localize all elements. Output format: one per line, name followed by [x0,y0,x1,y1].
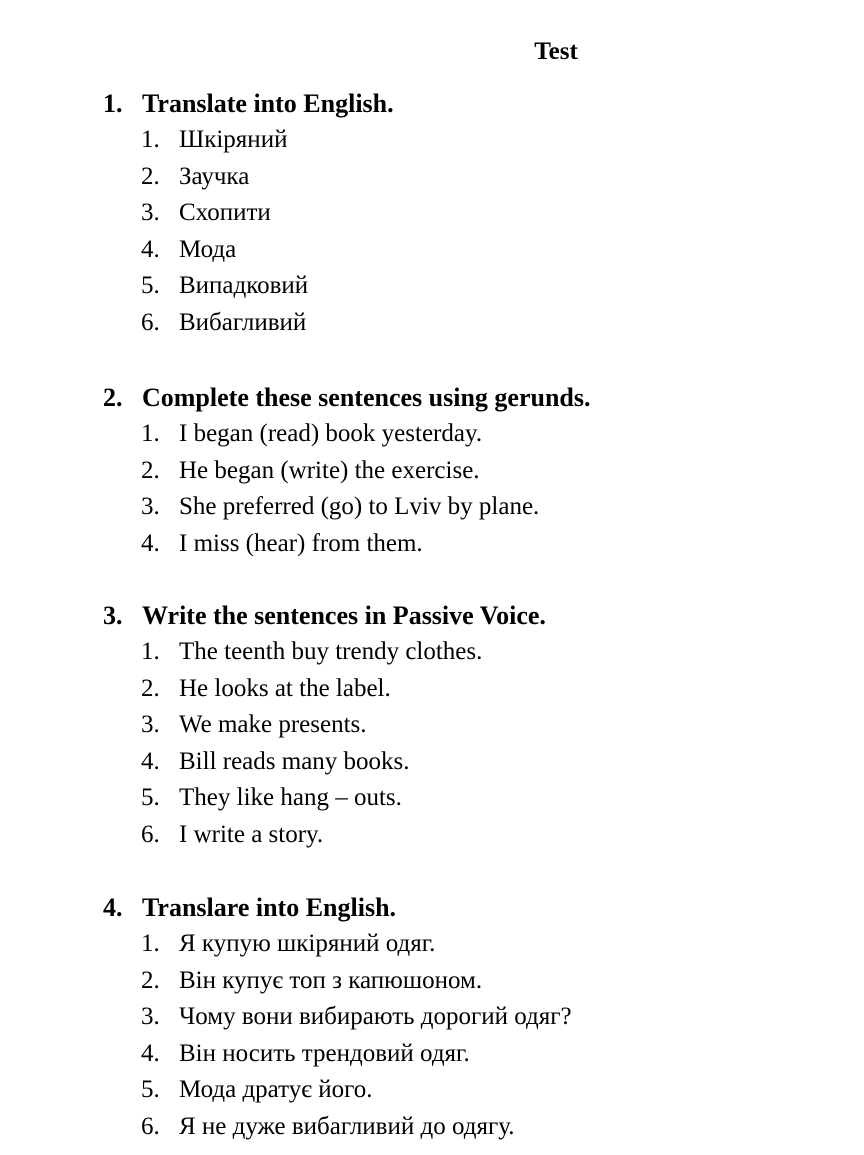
list-item [103,744,843,781]
item-number: 1. [141,126,160,153]
item-number: 2. [141,456,160,484]
item-text: The teenth buy trendy clothes. [179,638,483,665]
item-number: 5. [141,784,160,811]
section-number: 1. [103,89,123,118]
item-list [103,416,843,562]
list-item [103,526,843,563]
item-text: Він купує топ з капюшоном. [179,966,483,994]
item-text: She preferred (go) to Lviv by plane. [179,493,540,520]
item-text: Bill reads many books. [179,747,410,775]
item-number: 6. [141,1112,160,1140]
list-item [103,489,843,526]
list-item [103,671,843,708]
item-number: 2. [141,966,160,994]
section-gerunds [103,380,843,562]
item-number: 1. [141,420,160,447]
list-item [103,634,843,671]
list-item [103,963,843,1000]
list-item [103,1036,843,1073]
section-number: 3. [103,601,123,630]
section-number: 4. [103,893,123,922]
section-heading [103,890,843,926]
list-item [103,416,843,453]
item-number: 2. [141,674,160,702]
list-item [103,268,843,305]
section-translate-sentences [103,890,843,1145]
item-number: 3. [141,199,160,226]
item-text: Він носить трендовий одяг. [179,1039,470,1067]
item-list [103,926,843,1145]
item-text: Я не дуже вибагливий до одягу. [179,1112,515,1140]
section-heading-text: Translare into English. [142,893,397,922]
item-text: Шкіряний [179,126,288,153]
list-item [103,1072,843,1109]
list-item [103,926,843,963]
section-number: 2. [103,383,123,412]
list-item [103,999,843,1036]
item-text: Заучка [179,162,250,190]
list-item [103,232,843,269]
section-translate-words [103,86,843,341]
section-heading [103,86,843,122]
list-item [103,453,843,490]
list-item [103,780,843,817]
item-text: Я купую шкіряний одяг. [179,930,436,957]
item-text: Чому вони вибирають дорогий одяг? [179,1003,572,1030]
page-title: Test [534,38,578,65]
item-list [103,122,843,341]
list-item [103,122,843,159]
item-text: I began (read) book yesterday. [179,420,483,447]
item-number: 4. [141,235,160,263]
item-number: 2. [141,162,160,190]
item-text: Випадковий [179,272,309,299]
item-number: 4. [141,1039,160,1067]
item-text: Мода дратує його. [179,1076,373,1103]
item-list [103,634,843,853]
item-number: 4. [141,747,160,775]
item-number: 1. [141,930,160,957]
list-item [103,707,843,744]
item-text: I miss (hear) from them. [179,529,423,557]
item-number: 4. [141,529,160,557]
item-text: Вибагливий [179,308,307,336]
list-item [103,305,843,342]
section-passive-voice [103,598,843,853]
item-text: I write a story. [179,820,324,848]
item-text: We make presents. [179,711,367,738]
item-number: 6. [141,820,160,848]
item-number: 6. [141,308,160,336]
list-item [103,817,843,854]
item-text: Мода [179,235,237,263]
section-heading [103,598,843,634]
item-number: 5. [141,1076,160,1103]
section-heading-text: Write the sentences in Passive Voice. [142,601,546,630]
item-text: Схопити [179,199,271,226]
section-heading-text: Complete these sentences using gerunds. [142,383,591,412]
list-item [103,195,843,232]
item-number: 3. [141,493,160,520]
item-text: They like hang – outs. [179,784,402,811]
list-item [103,1109,843,1146]
item-number: 5. [141,272,160,299]
item-text: He looks at the label. [179,674,391,702]
item-number: 3. [141,711,160,738]
list-item [103,159,843,196]
section-heading-text: Translate into English. [142,89,394,118]
item-number: 3. [141,1003,160,1030]
item-text: He began (write) the exercise. [179,456,480,484]
section-heading [103,380,843,416]
item-number: 1. [141,638,160,665]
